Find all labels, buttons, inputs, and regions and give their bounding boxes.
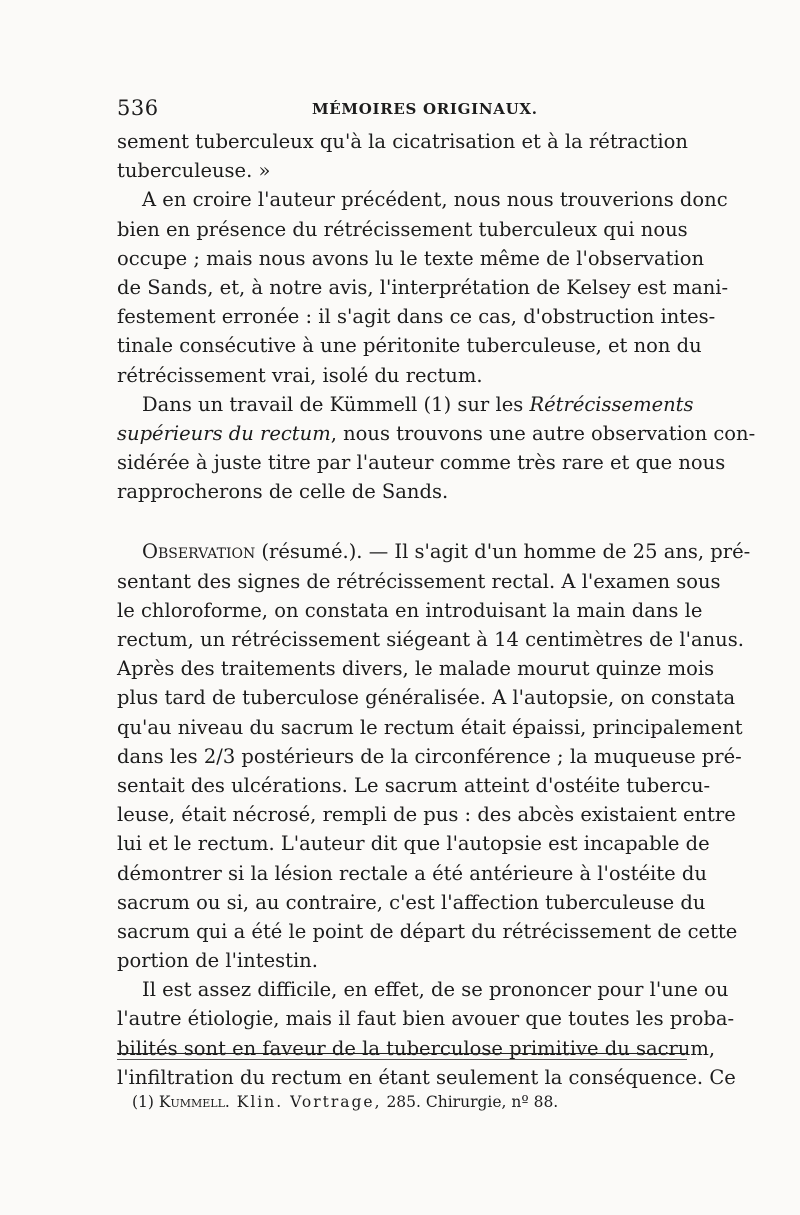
text-span: Dans un travail de Kümmell (1) sur les [142,392,530,416]
text-line: de Sands, et, à notre avis, l'interprétation de Kelsey est mani- [117,275,729,299]
text-line: l'autre étiologie, mais il faut bien avouer que toutes les proba- [117,1007,735,1031]
text-span: , nous trouvons une autre observation con- [330,421,756,445]
text-line: A en croire l'auteur précédent, nous nous trouverions donc [142,188,728,212]
text-line [117,419,756,448]
running-title: MÉMOIRES ORIGINAUX. [312,100,538,118]
text-line: rapprocherons de celle de Sands. [117,480,449,504]
text-line: sacrum qui a été le point de départ du rétrécissement de cette [117,919,738,943]
text-line: qu'au niveau du sacrum le rectum était épaissi, principalement [117,715,743,739]
italic-title: supérieurs du rectum [117,421,331,445]
text-line: sentait des ulcérations. Le sacrum atteint d'ostéite tubercu- [117,773,711,797]
body-text [117,127,756,1092]
text-line: leuse, était nécrosé, rempli de pus : des abcès existaient entre [117,803,736,827]
text-line: festement erronée : il s'agit dans ce cas, d'obstruction intes- [117,305,716,329]
text-span: (résumé.). — Il s'agit d'un homme de 25 ans, pré- [255,540,751,564]
text-line: sentant des signes de rétrécissement rectal. A l'examen sous [117,569,721,593]
footnote-marker: (1) [132,1093,159,1111]
footnote-rule [117,1053,687,1060]
page-header [117,96,687,124]
footnote-author: Kummell. [158,1093,230,1111]
text-line: sacrum ou si, au contraire, c'est l'affection tuberculeuse du [117,890,706,914]
footnote-title: Klin. Vortrage, [229,1093,382,1111]
text-line: dans les 2/3 postérieurs de la circonférence ; la muqueuse pré- [117,744,742,768]
text-line: rectum, un rétrécissement siégeant à 14 centimètres de l'anus. [117,628,744,651]
text-line: le chloroforme, on constata en introduisant la main dans le [117,598,703,622]
text-line: rétrécissement vrai, isolé du rectum. [117,363,483,387]
italic-title: Rétrécissements [529,392,694,416]
text-line: sidérée à juste titre par l'auteur comme très rare et que nous [117,451,726,475]
text-line: portion de l'intestin. [117,949,318,973]
text-line: bilités sont en faveur de la tuberculose primitive du sacrum, [117,1036,716,1060]
text-line: Après des traitements divers, le malade mourut quinze mois [117,657,715,681]
text-line: bien en présence du rétrécissement tuberculeux qui nous [117,217,688,241]
text-line [117,390,694,419]
paragraph-gap [117,506,687,537]
page-number: 536 [117,96,159,120]
text-line: lui et le rectum. L'auteur dit que l'autopsie est incapable de [117,832,710,856]
text-line: l'infiltration du rectum en étant seulement la conséquence. Ce [117,1065,736,1089]
text-line: tinale consécutive à une péritonite tuberculeuse, et non du [117,334,702,358]
text-line: plus tard de tuberculose généralisée. A l'autopsie, on constata [117,686,736,710]
text-line: tuberculeuse. » [117,159,271,183]
text-line [117,537,751,566]
observation-label: Observation [142,540,256,564]
footnote [132,1093,558,1111]
text-line: occupe ; mais nous avons lu le texte même de l'observation [117,246,704,270]
footnote-reference: 285. Chirurgie, nº 88. [381,1093,559,1111]
text-line: démontrer si la lésion rectale a été antérieure à l'ostéite du [117,861,707,885]
text-line: sement tuberculeux qu'à la cicatrisation et à la rétraction [117,130,688,153]
text-line: Il est assez difficile, en effet, de se prononcer pour l'une ou [142,978,729,1002]
